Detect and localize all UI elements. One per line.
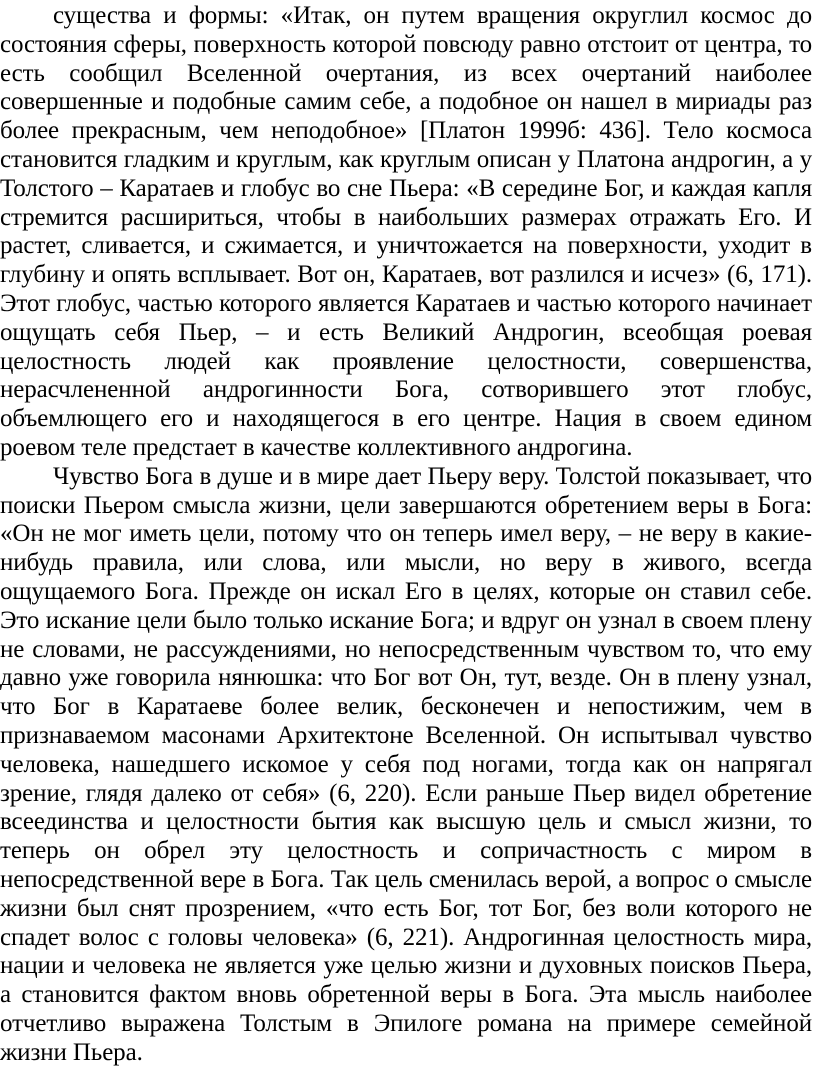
paragraph-1: существа и формы: «Итак, он путем вращения округлил космос до состояния сферы, поверхность которой повсюду равно отстоит от центра, то есть сообщил Вселенной очертания, из всех очертаний наиболее совершенные и подобные самим себе, а подобное он нашел в мириады раз более прекрасным, чем неподобное» [Платон 1999б: 436]. Тело космоса становится гладким и круглым, как круглым описан у Платона андрогин, а у Толстого – Каратаев и глобус во сне Пьера: «В середине Бог, и каждая капля стремится расшириться, чтобы в наибольших размерах отражать Его. И растет, сливается, и сжимается, и уничтожается на поверхности, уходит в глубину и опять всплывает. Вот он, Каратаев, вот разлился и исчез» (6, 171). Этот глобус, частью которого является Каратаев и частью которого начинает ощущать себя Пьер, – и есть Великий Андрогин, всеобщая роевая целостность людей как проявление целостности, совершенства, нерасчлененной андрогинности Бога, сотворившего этот глобус, объемлющего его и находящегося в его центре. Нация в своем едином роевом теле предстает в качестве коллективного андрогина. (0, 2, 812, 461)
paragraph-2: Чувство Бога в душе и в мире дает Пьеру веру. Толстой показывает, что поиски Пьером смысла жизни, цели завершаются обретением веры в Бога: «Он не мог иметь цели, потому что он теперь имел веру, – не веру в какие-нибудь правила, или слова, или мысли, но веру в живого, всегда ощущаемого Бога. Прежде он искал Его в целях, которые он ставил себе. Это искание цели было только искание Бога; и вдруг он узнал в своем плену не словами, не рассуждениями, но непосредственным чувством то, что ему давно уже говорила нянюшка: что Бог вот Он, тут, везде. Он в плену узнал, что Бог в Каратаеве более велик, бесконечен и непостижим, чем в признаваемом масонами Архитектоне Вселенной. Он испытывал чувство человека, нашедшего искомое у себя под ногами, тогда как он напрягал зрение, глядя далеко от себя» (6, 220). Если раньше Пьер видел обретение всеединства и целостности бытия как высшую цель и смысл жизни, то теперь он обрел эту целостность и сопричастность с миром в непосредственной вере в Бога. Так цель сменилась верой, а вопрос о смысле жизни был снят прозрением, «что есть Бог, тот Бог, без воли которого не спадет волос с головы человека» (6, 221). Андрогинная целостность мира, нации и человека не является уже целью жизни и духовных поисков Пьера, а становится фактом вновь обретенной веры в Бога. Эта мысль наиболее отчетливо выражена Толстым в Эпилоге романа на примере семейной жизни Пьера. (0, 462, 812, 1066)
